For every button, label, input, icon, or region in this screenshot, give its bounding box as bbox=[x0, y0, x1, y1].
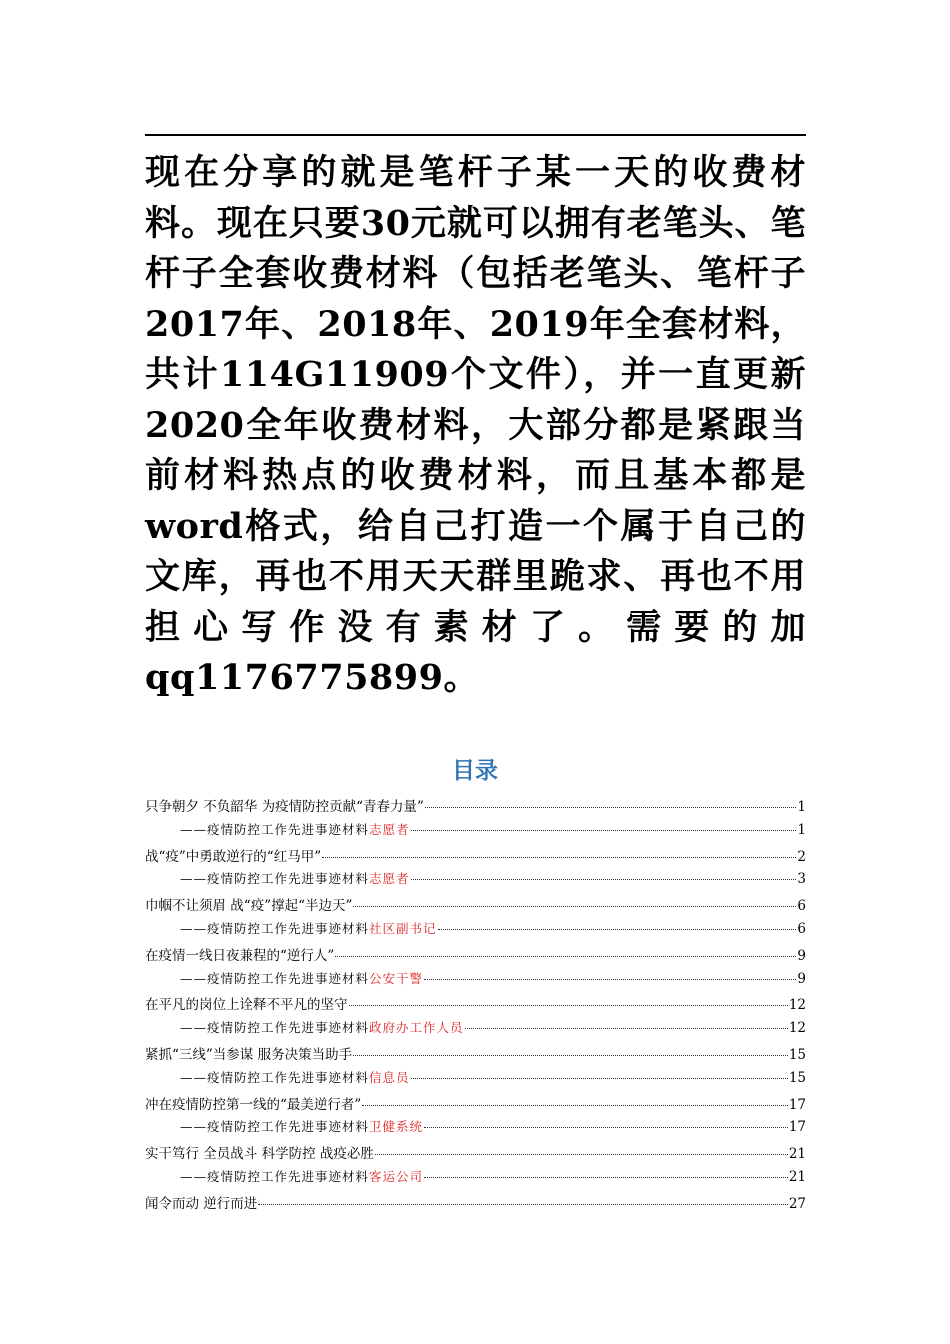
toc-subentry-text bbox=[180, 869, 410, 887]
toc-subentry-role: 社区副书记 bbox=[369, 920, 437, 936]
toc-entry-title: 紧抓“三线”当参谋 服务决策当助手 bbox=[145, 1046, 353, 1063]
toc-page-number: 27 bbox=[788, 1195, 806, 1212]
toc-entry-title: 在疫情一线日夜兼程的“逆行人” bbox=[145, 947, 335, 964]
toc-page-number: 6 bbox=[797, 920, 806, 937]
toc-subentry-text bbox=[180, 820, 410, 838]
toc-entry-title: 闻令而动 逆行而进 bbox=[145, 1195, 258, 1212]
toc-entry-title: 巾帼不让须眉 战“疫”撑起“半边天” bbox=[145, 898, 353, 915]
toc-subentry-text bbox=[180, 1117, 423, 1135]
toc-subentry-prefix: ——疫情防控工作先进事迹材料 bbox=[180, 1168, 370, 1184]
toc-leader-dots bbox=[258, 1204, 788, 1205]
toc-page-number: 21 bbox=[788, 1146, 806, 1163]
toc-leader-dots bbox=[411, 830, 797, 831]
toc-entry[interactable] bbox=[145, 1093, 806, 1118]
toc-leader-dots bbox=[411, 1078, 788, 1079]
toc-page-number: 3 bbox=[797, 871, 806, 888]
toc-leader-dots bbox=[375, 1154, 788, 1155]
toc-page-number: 9 bbox=[797, 947, 806, 964]
toc-subentry-prefix: ——疫情防控工作先进事迹材料 bbox=[180, 1119, 370, 1135]
toc-entry[interactable] bbox=[145, 894, 806, 919]
toc-subentry-role: 公安干警 bbox=[369, 970, 424, 986]
toc-page-number: 1 bbox=[797, 799, 806, 815]
toc-entry[interactable] bbox=[145, 1192, 806, 1217]
toc-subentry[interactable] bbox=[145, 820, 806, 845]
toc-page-number: 1 bbox=[797, 821, 806, 838]
top-rule bbox=[145, 134, 806, 136]
toc-entry[interactable] bbox=[145, 795, 806, 820]
toc-subentry-text bbox=[180, 1018, 464, 1036]
toc-page-number: 17 bbox=[788, 1119, 806, 1136]
intro-paragraph: 现在分享的就是笔杆子某一天的收费材料。现在只要30元就可以拥有老笔头、笔杆子全套收费材料（包括老笔头、笔杆子2017年、2018年、2019年全套材料，共计114G11909个文件），并一直更新2020全年收费材料，大部分都是紧跟当前材料热点的收费材料，而且基本都是word格式，给自己打造一个属于自己的文库，再也不用天天群里跪求、再也不用担心写作没有素材了。需要的加qq1176775899。 bbox=[145, 152, 806, 698]
toc-page-number: 12 bbox=[788, 997, 806, 1014]
toc-entry[interactable] bbox=[145, 944, 806, 969]
toc-page-number: 15 bbox=[788, 1046, 806, 1063]
toc-subentry-prefix: ——疫情防控工作先进事迹材料 bbox=[180, 920, 370, 936]
toc-subentry[interactable] bbox=[145, 969, 806, 994]
toc-page-number: 17 bbox=[788, 1096, 806, 1113]
toc-entry-title: 只争朝夕 不负韶华 为疫情防控贡献“青春力量” bbox=[145, 799, 424, 815]
toc-leader-dots bbox=[424, 1127, 788, 1128]
toc-subentry-prefix: ——疫情防控工作先进事迹材料 bbox=[180, 1020, 370, 1036]
toc-page-number: 9 bbox=[797, 970, 806, 987]
toc-leader-dots bbox=[322, 857, 796, 858]
toc-subentry-text bbox=[180, 1167, 423, 1185]
toc-entry-title: 实干笃行 全员战斗 科学防控 战疫必胜 bbox=[145, 1146, 374, 1163]
toc-leader-dots bbox=[424, 1177, 788, 1178]
toc-subentry-role: 政府办工作人员 bbox=[369, 1020, 464, 1036]
toc-subentry[interactable] bbox=[145, 1018, 806, 1043]
toc-subentry-text bbox=[180, 969, 423, 987]
toc-leader-dots bbox=[353, 906, 796, 907]
toc-entry[interactable] bbox=[145, 845, 806, 870]
toc-subentry[interactable] bbox=[145, 869, 806, 894]
toc-leader-dots bbox=[349, 1005, 788, 1006]
toc-title: 目录 bbox=[452, 758, 498, 784]
toc-subentry[interactable] bbox=[145, 1068, 806, 1093]
toc-subentry-text bbox=[180, 919, 437, 937]
toc-subentry-text bbox=[180, 1068, 410, 1086]
table-of-contents bbox=[145, 795, 806, 1217]
toc-leader-dots bbox=[438, 929, 797, 930]
toc-leader-dots bbox=[335, 956, 796, 957]
toc-subentry[interactable] bbox=[145, 1167, 806, 1192]
toc-leader-dots bbox=[425, 807, 797, 808]
toc-subentry-prefix: ——疫情防控工作先进事迹材料 bbox=[180, 1069, 370, 1085]
toc-page-number: 6 bbox=[797, 898, 806, 915]
toc-subentry-role: 志愿者 bbox=[369, 821, 410, 837]
toc-leader-dots bbox=[353, 1055, 788, 1056]
toc-subentry-role: 卫健系统 bbox=[369, 1119, 424, 1135]
toc-subentry[interactable] bbox=[145, 919, 806, 944]
toc-leader-dots bbox=[362, 1105, 788, 1106]
toc-entry[interactable] bbox=[145, 993, 806, 1018]
toc-subentry[interactable] bbox=[145, 1117, 806, 1142]
toc-subentry-prefix: ——疫情防控工作先进事迹材料 bbox=[180, 871, 370, 887]
toc-entry-title: 冲在疫情防控第一线的“最美逆行者” bbox=[145, 1096, 362, 1113]
toc-entry-title: 战“疫”中勇敢逆行的“红马甲” bbox=[145, 848, 322, 865]
toc-subentry-prefix: ——疫情防控工作先进事迹材料 bbox=[180, 970, 370, 986]
toc-entry[interactable] bbox=[145, 1043, 806, 1068]
toc-leader-dots bbox=[411, 879, 797, 880]
toc-page-number: 21 bbox=[788, 1168, 806, 1185]
toc-entry[interactable] bbox=[145, 1142, 806, 1167]
toc-leader-dots bbox=[424, 979, 796, 980]
toc-subentry-prefix: ——疫情防控工作先进事迹材料 bbox=[180, 821, 370, 837]
toc-page-number: 12 bbox=[788, 1020, 806, 1037]
toc-subentry-role: 信息员 bbox=[369, 1069, 410, 1085]
toc-subentry-role: 客运公司 bbox=[369, 1168, 424, 1184]
toc-page-number: 2 bbox=[797, 848, 806, 865]
toc-leader-dots bbox=[465, 1028, 788, 1029]
toc-page-number: 15 bbox=[788, 1069, 806, 1086]
toc-subentry-role: 志愿者 bbox=[369, 871, 410, 887]
toc-entry-title: 在平凡的岗位上诠释不平凡的坚守 bbox=[145, 997, 348, 1014]
